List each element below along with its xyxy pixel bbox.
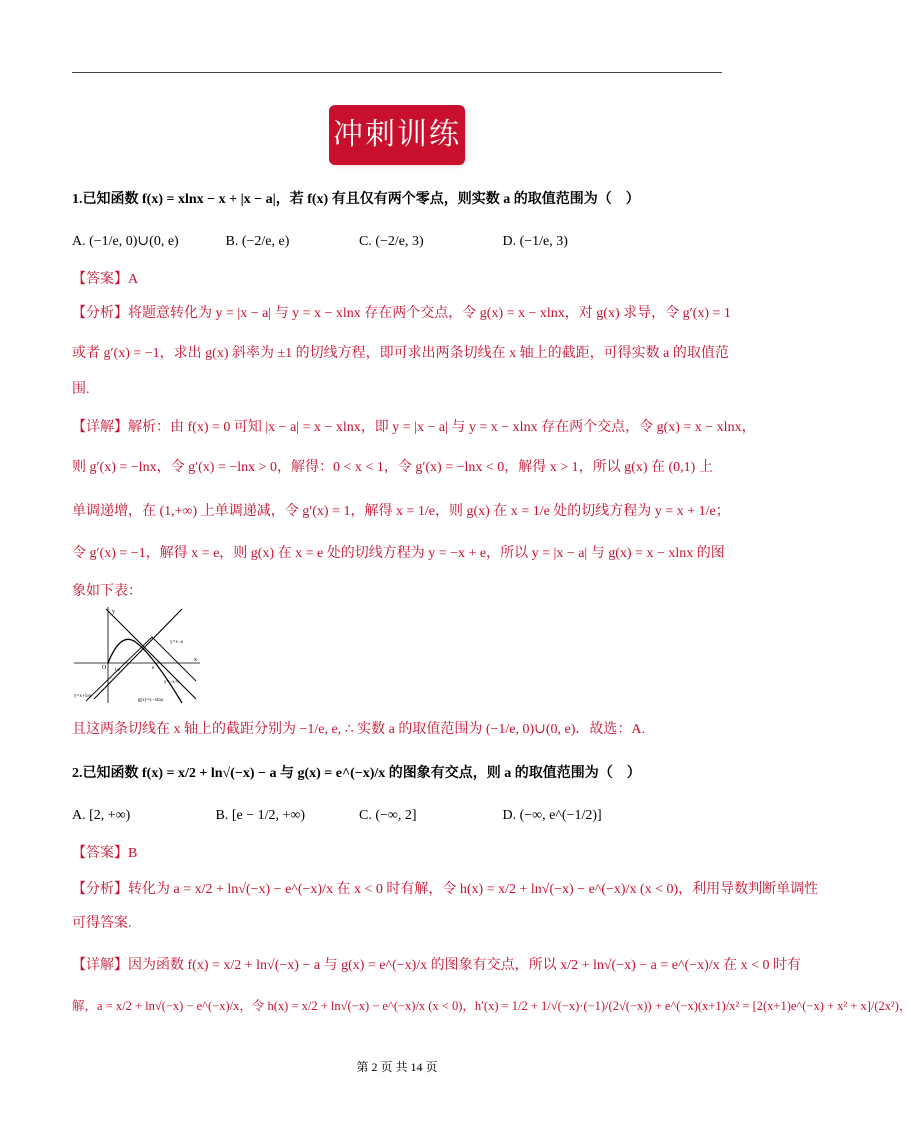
q2-option-b: B. [e − 1/2, +∞)	[215, 808, 306, 823]
line2-label: y=x+1/e	[74, 694, 91, 699]
q2-answer: 【答案】B	[72, 846, 138, 861]
header-rule	[72, 72, 722, 73]
q1-analysis-line3: 围.	[72, 382, 90, 397]
line1-label: y=x−a	[170, 640, 183, 645]
q1-detail-line5: 象如下表：	[72, 584, 142, 599]
g-label: g(x)=x−xlnx	[138, 698, 164, 703]
q1-stem: 1.已知函数 f(x) = xlnx − x + |x − a|，若 f(x) 有且仅有两个零点，则实数 a 的取值范围为（ ）	[72, 192, 640, 207]
q2-option-d: D. (−∞, e^(−1/2)]	[502, 808, 602, 823]
q1-detail-line2: 则 g′(x) = −lnx，令 g′(x) = −lnx > 0，解得：0 < x < 1，令 g′(x) = −lnx < 0，解得 x > 1，所以 g(x) 在 (0,1) 上	[72, 460, 713, 475]
q2-detail-line1: 【详解】因为函数 f(x) = x/2 + ln√(−x) − a 与 g(x) = e^(−x)/x 的图象有交点，所以 x/2 + ln√(−x) − a = e^(−x)/x 在 x < 0 时有	[72, 958, 802, 973]
q1-analysis-line2: 或者 g′(x) = −1，求出 g(x) 斜率为 ±1 的切线方程，即可求出两条切线在 x 轴上的截距，可得实数 a 的取值范	[72, 346, 729, 361]
tick-label: 1/e	[114, 668, 121, 673]
x-label: x	[194, 657, 197, 663]
q1-answer: 【答案】A	[72, 272, 139, 287]
q1-conclusion: 且这两条切线在 x 轴上的截距分别为 −1/e, e, ∴ 实数 a 的取值范围为 (−1/e, 0)∪(0, e)．故选：A.	[72, 722, 646, 737]
section-banner: 冲刺训练	[332, 108, 462, 162]
q2-analysis-line1: 【分析】转化为 a = x/2 + ln√(−x) − e^(−x)/x 在 x < 0 时有解，令 h(x) = x/2 + ln√(−x) − e^(−x)/x (x < 0)，利用导数判断单调性	[72, 882, 819, 897]
tangent-line-2	[106, 609, 196, 699]
q1-option-a: A. (−1/e, 0)∪(0, e)	[72, 234, 179, 249]
function-graph	[72, 603, 202, 705]
q1-analysis-line1: 【分析】将题意转化为 y = |x − a| 与 y = x − xlnx 存在两个交点，令 g(x) = x − xlnx，对 g(x) 求导，令 g′(x) = 1	[72, 306, 731, 321]
q1-option-d: D. (−1/e, 3)	[502, 234, 568, 249]
q1-option-c: C. (−2/e, 3)	[359, 234, 424, 249]
q1-detail-line3: 单调递增，在 (1,+∞) 上单调递减，令 g′(x) = 1，解得 x = 1/e，则 g(x) 在 x = 1/e 处的切线方程为 y = x + 1/e；	[72, 504, 730, 519]
line3-label: y=−x+e	[164, 680, 180, 685]
q2-detail-line2: 解，a = x/2 + ln√(−x) − e^(−x)/x，令 h(x) = x/2 + ln√(−x) − e^(−x)/x (x < 0)，h′(x) = 1/2 + 1/√(−x)·(−1)/(2√(−x)) + e^(−x)(x+1)/x² = [2(x+1)e^(−x) + x² + x]/(2x²)，	[72, 999, 911, 1013]
q1-detail-line1: 【详解】解析：由 f(x) = 0 可知 |x − a| = x − xlnx，即 y = |x − a| 与 y = x − xlnx 存在两个交点，令 g(x) = x − xlnx，	[72, 420, 756, 435]
q1-detail-line4: 令 g′(x) = −1，解得 x = e，则 g(x) 在 x = e 处的切线方程为 y = −x + e，所以 y = |x − a| 与 g(x) = x − xlnx 的图	[72, 546, 725, 561]
q2-option-a: A. [2, +∞)	[72, 808, 131, 823]
q2-options	[72, 806, 602, 826]
e-label: e	[152, 666, 155, 671]
q2-option-c: C. (−∞, 2]	[359, 808, 417, 823]
q1-options	[72, 232, 568, 252]
page-footer: 第 2 页 共 14 页	[356, 1060, 438, 1074]
q2-analysis-line2: 可得答案.	[72, 916, 132, 931]
origin-label: O	[102, 665, 107, 671]
q1-option-b: B. (−2/e, e)	[225, 234, 290, 249]
y-label: y	[112, 609, 115, 615]
q2-stem: 2.已知函数 f(x) = x/2 + ln√(−x) − a 与 g(x) = e^(−x)/x 的图象有交点，则 a 的取值范围为（ ）	[72, 766, 641, 781]
